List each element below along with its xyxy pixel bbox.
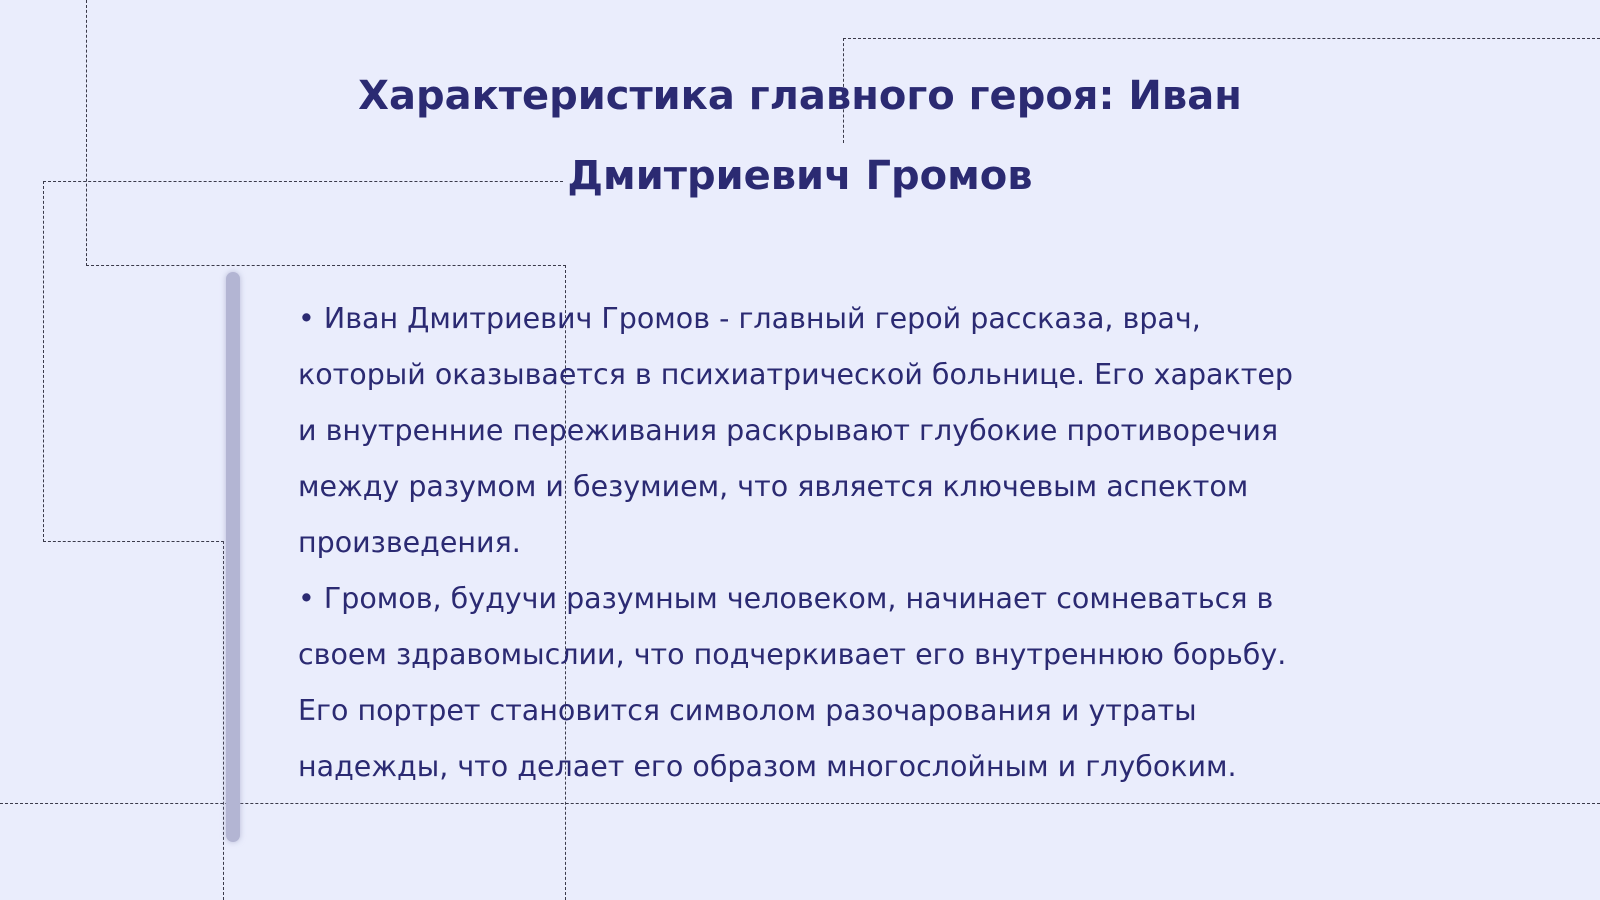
guide-line — [43, 181, 44, 542]
guide-line — [86, 265, 566, 266]
slide-body — [298, 291, 1298, 795]
guide-line — [43, 541, 224, 542]
guide-line — [223, 541, 224, 900]
accent-bar — [226, 272, 240, 842]
guide-line — [843, 38, 1600, 39]
guide-line — [0, 803, 1600, 804]
slide-title: Характеристика главного героя: Иван Дмитриевич Громов — [358, 73, 1242, 199]
bullet-item: • Громов, будучи разумным человеком, начинает сомневаться в своем здравомыслии, что подчеркивает его внутреннюю борьбу. Его портрет становится символом разочарования и утраты надежды, что делает его образом многослойным и глубоким. — [298, 582, 1287, 783]
bullet-item: • Иван Дмитриевич Громов - главный герой рассказа, врач, который оказывается в психиатрической больнице. Его характер и внутренние переживания раскрывают глубокие противоречия между разумом и безумием, что является ключевым аспектом произведения. — [298, 302, 1293, 559]
guide-line — [86, 0, 87, 266]
